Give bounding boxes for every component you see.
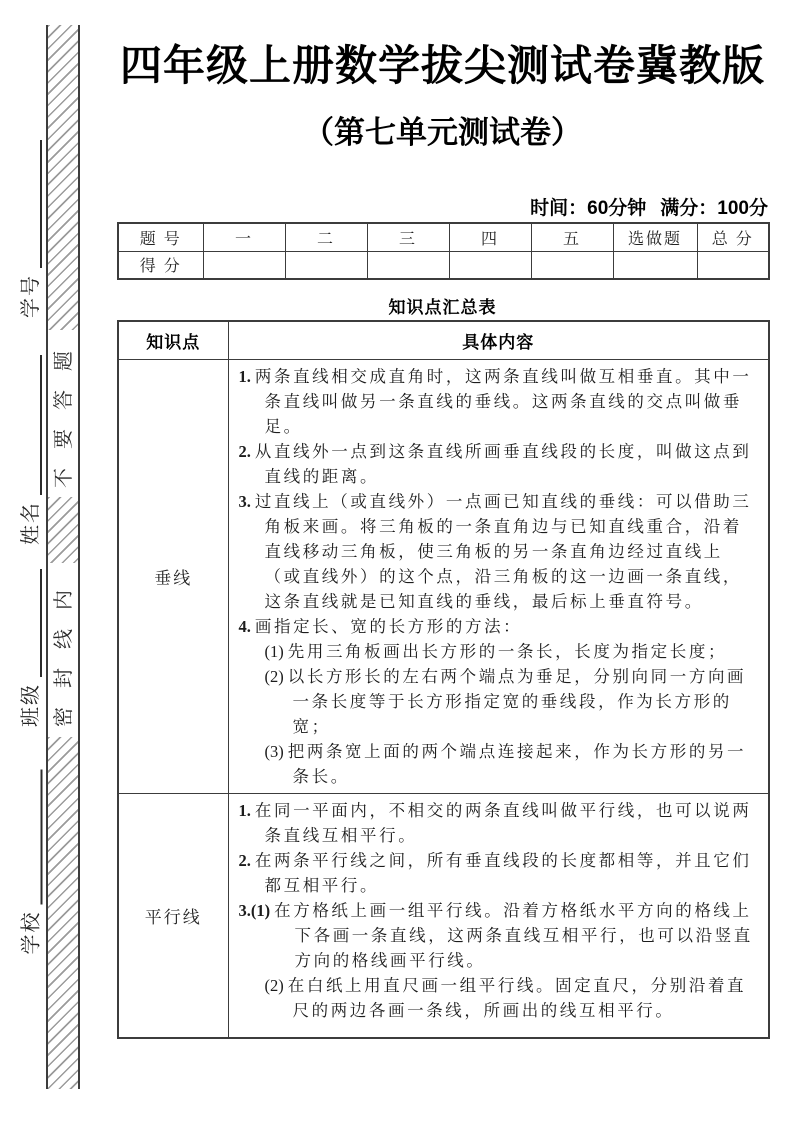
knowledge-item [239, 848, 761, 898]
seal-hatch-top [48, 25, 78, 330]
full-score: 满分：100分 [660, 198, 768, 219]
item-text: 画指定长、宽的长方形的方法： [254, 616, 523, 636]
item-text: 在白纸上用直尺画一组平行线。固定直尺，分别沿着直尺的两边各画一条线，所画出的线互相平行。 [287, 975, 747, 1020]
knowledge-item [239, 898, 761, 973]
school-blank-line [41, 770, 43, 905]
score-value-cell [285, 251, 367, 279]
item-number: 4. [238, 616, 251, 636]
exam-meta [117, 193, 768, 220]
score-row-label: 得 分 [118, 251, 203, 279]
score-table [117, 222, 770, 280]
topic-cell: 平行线 [118, 793, 228, 1038]
knowledge-table [117, 320, 770, 1039]
item-number: 2. [238, 850, 251, 870]
section-3-header: 三 [367, 223, 449, 251]
item-number: (2) [264, 666, 284, 686]
item-text: 在同一平面内，不相交的两条直线叫做平行线，也可以说两条直线互相平行。 [254, 800, 752, 845]
seal-text-lower: 密封线内 [53, 571, 75, 727]
score-value-cell [203, 251, 285, 279]
score-value-cell [367, 251, 449, 279]
knowledge-item [239, 439, 761, 489]
content-column-header: 具体内容 [228, 321, 769, 359]
item-text: 把两条宽上面的两个端点连接起来，作为长方形的另一条长。 [287, 741, 747, 786]
content-cell [228, 359, 769, 793]
item-text: 从直线外一点到这条直线所画垂直线段的长度，叫做这点到直线的距离。 [254, 441, 752, 486]
knowledge-item [239, 798, 761, 848]
total-score-header: 总 分 [697, 223, 769, 251]
score-table-score-row [118, 251, 769, 279]
item-number: (2) [264, 975, 284, 995]
sidebar-label-class [15, 569, 45, 727]
knowledge-subitem [239, 639, 761, 664]
seal-hatch-bottom [48, 737, 78, 1089]
score-value-cell [613, 251, 697, 279]
knowledge-item [239, 614, 761, 639]
school-label: 学校 [20, 910, 43, 955]
sidebar-label-school [16, 770, 46, 955]
item-number: (1) [264, 641, 284, 661]
seal-text-upper: 不要答题 [53, 332, 75, 488]
page-title: 四年级上册数学拔尖测试卷冀教版 [119, 42, 765, 89]
knowledge-row-perpendicular [118, 359, 769, 793]
sidebar-label-student-id [15, 140, 45, 318]
section-1-header: 一 [203, 223, 285, 251]
knowledge-subitem [239, 664, 761, 739]
class-label: 班级 [20, 683, 42, 727]
knowledge-table-header-row [118, 321, 769, 359]
item-text: 以长方形长的左右两个端点为垂足，分别向同一方向画一条长度等于长方形指定宽的垂线段，作为长方形的宽； [287, 666, 747, 736]
student-id-blank-line [40, 140, 42, 268]
student-id-label: 学号 [20, 274, 42, 318]
topic-column-header: 知识点 [118, 321, 228, 359]
summary-table-title: 知识点汇总表 [388, 298, 497, 317]
section-5-header: 五 [531, 223, 613, 251]
class-blank-line [40, 569, 42, 677]
section-2-header: 二 [285, 223, 367, 251]
item-number: 1. [238, 366, 251, 386]
item-number: 3. [238, 491, 251, 511]
name-blank-line [40, 355, 42, 495]
knowledge-subitem [239, 973, 761, 1023]
optional-question-header: 选做题 [613, 223, 697, 251]
section-4-header: 四 [449, 223, 531, 251]
name-label: 姓名 [20, 501, 42, 545]
content-cell [228, 793, 769, 1038]
topic-cell: 垂线 [118, 359, 228, 793]
item-text: 两条直线相交成直角时，这两条直线叫做互相垂直。其中一条直线叫做另一条直线的垂线。这两条直线的交点叫做垂足。 [254, 366, 752, 436]
knowledge-row-parallel [118, 793, 769, 1038]
seal-hatch-middle [48, 497, 78, 563]
knowledge-subitem [239, 739, 761, 789]
item-number: 2. [238, 441, 251, 461]
time-limit: 时间：60分钟 [530, 198, 647, 219]
item-number: 1. [238, 800, 251, 820]
item-number: (3) [264, 741, 284, 761]
item-text: 先用三角板画出长方形的一条长，长度为指定长度； [287, 641, 728, 661]
knowledge-item [239, 364, 761, 439]
knowledge-item [239, 489, 761, 614]
score-table-header-row [118, 223, 769, 251]
item-text: 过直线上（或直线外）一点画已知直线的垂线：可以借助三角板来画。将三角板的一条直角边与已知直线重合，沿着直线移动三角板，使三角板的另一条直角边经过直线上（或直线外）的这个点，沿三角板的这一边画一条直线，这条直线就是已知直线的垂线，最后标上垂直符号。 [254, 491, 752, 611]
score-value-cell [531, 251, 613, 279]
seal-rule-right [78, 25, 80, 1089]
page-subtitle: （第七单元测试卷） [303, 115, 582, 150]
item-number: 3.(1) [238, 900, 271, 920]
item-text: 在两条平行线之间，所有垂直线段的长度都相等，并且它们都互相平行。 [254, 850, 752, 895]
question-number-header: 题 号 [118, 223, 203, 251]
score-value-cell [697, 251, 769, 279]
score-value-cell [449, 251, 531, 279]
sidebar-label-name [15, 355, 45, 545]
item-text: 在方格纸上画一组平行线。沿着方格纸水平方向的格线上下各画一条直线，这两条直线互相平行，也可以沿竖直方向的格线画平行线。 [274, 900, 753, 970]
